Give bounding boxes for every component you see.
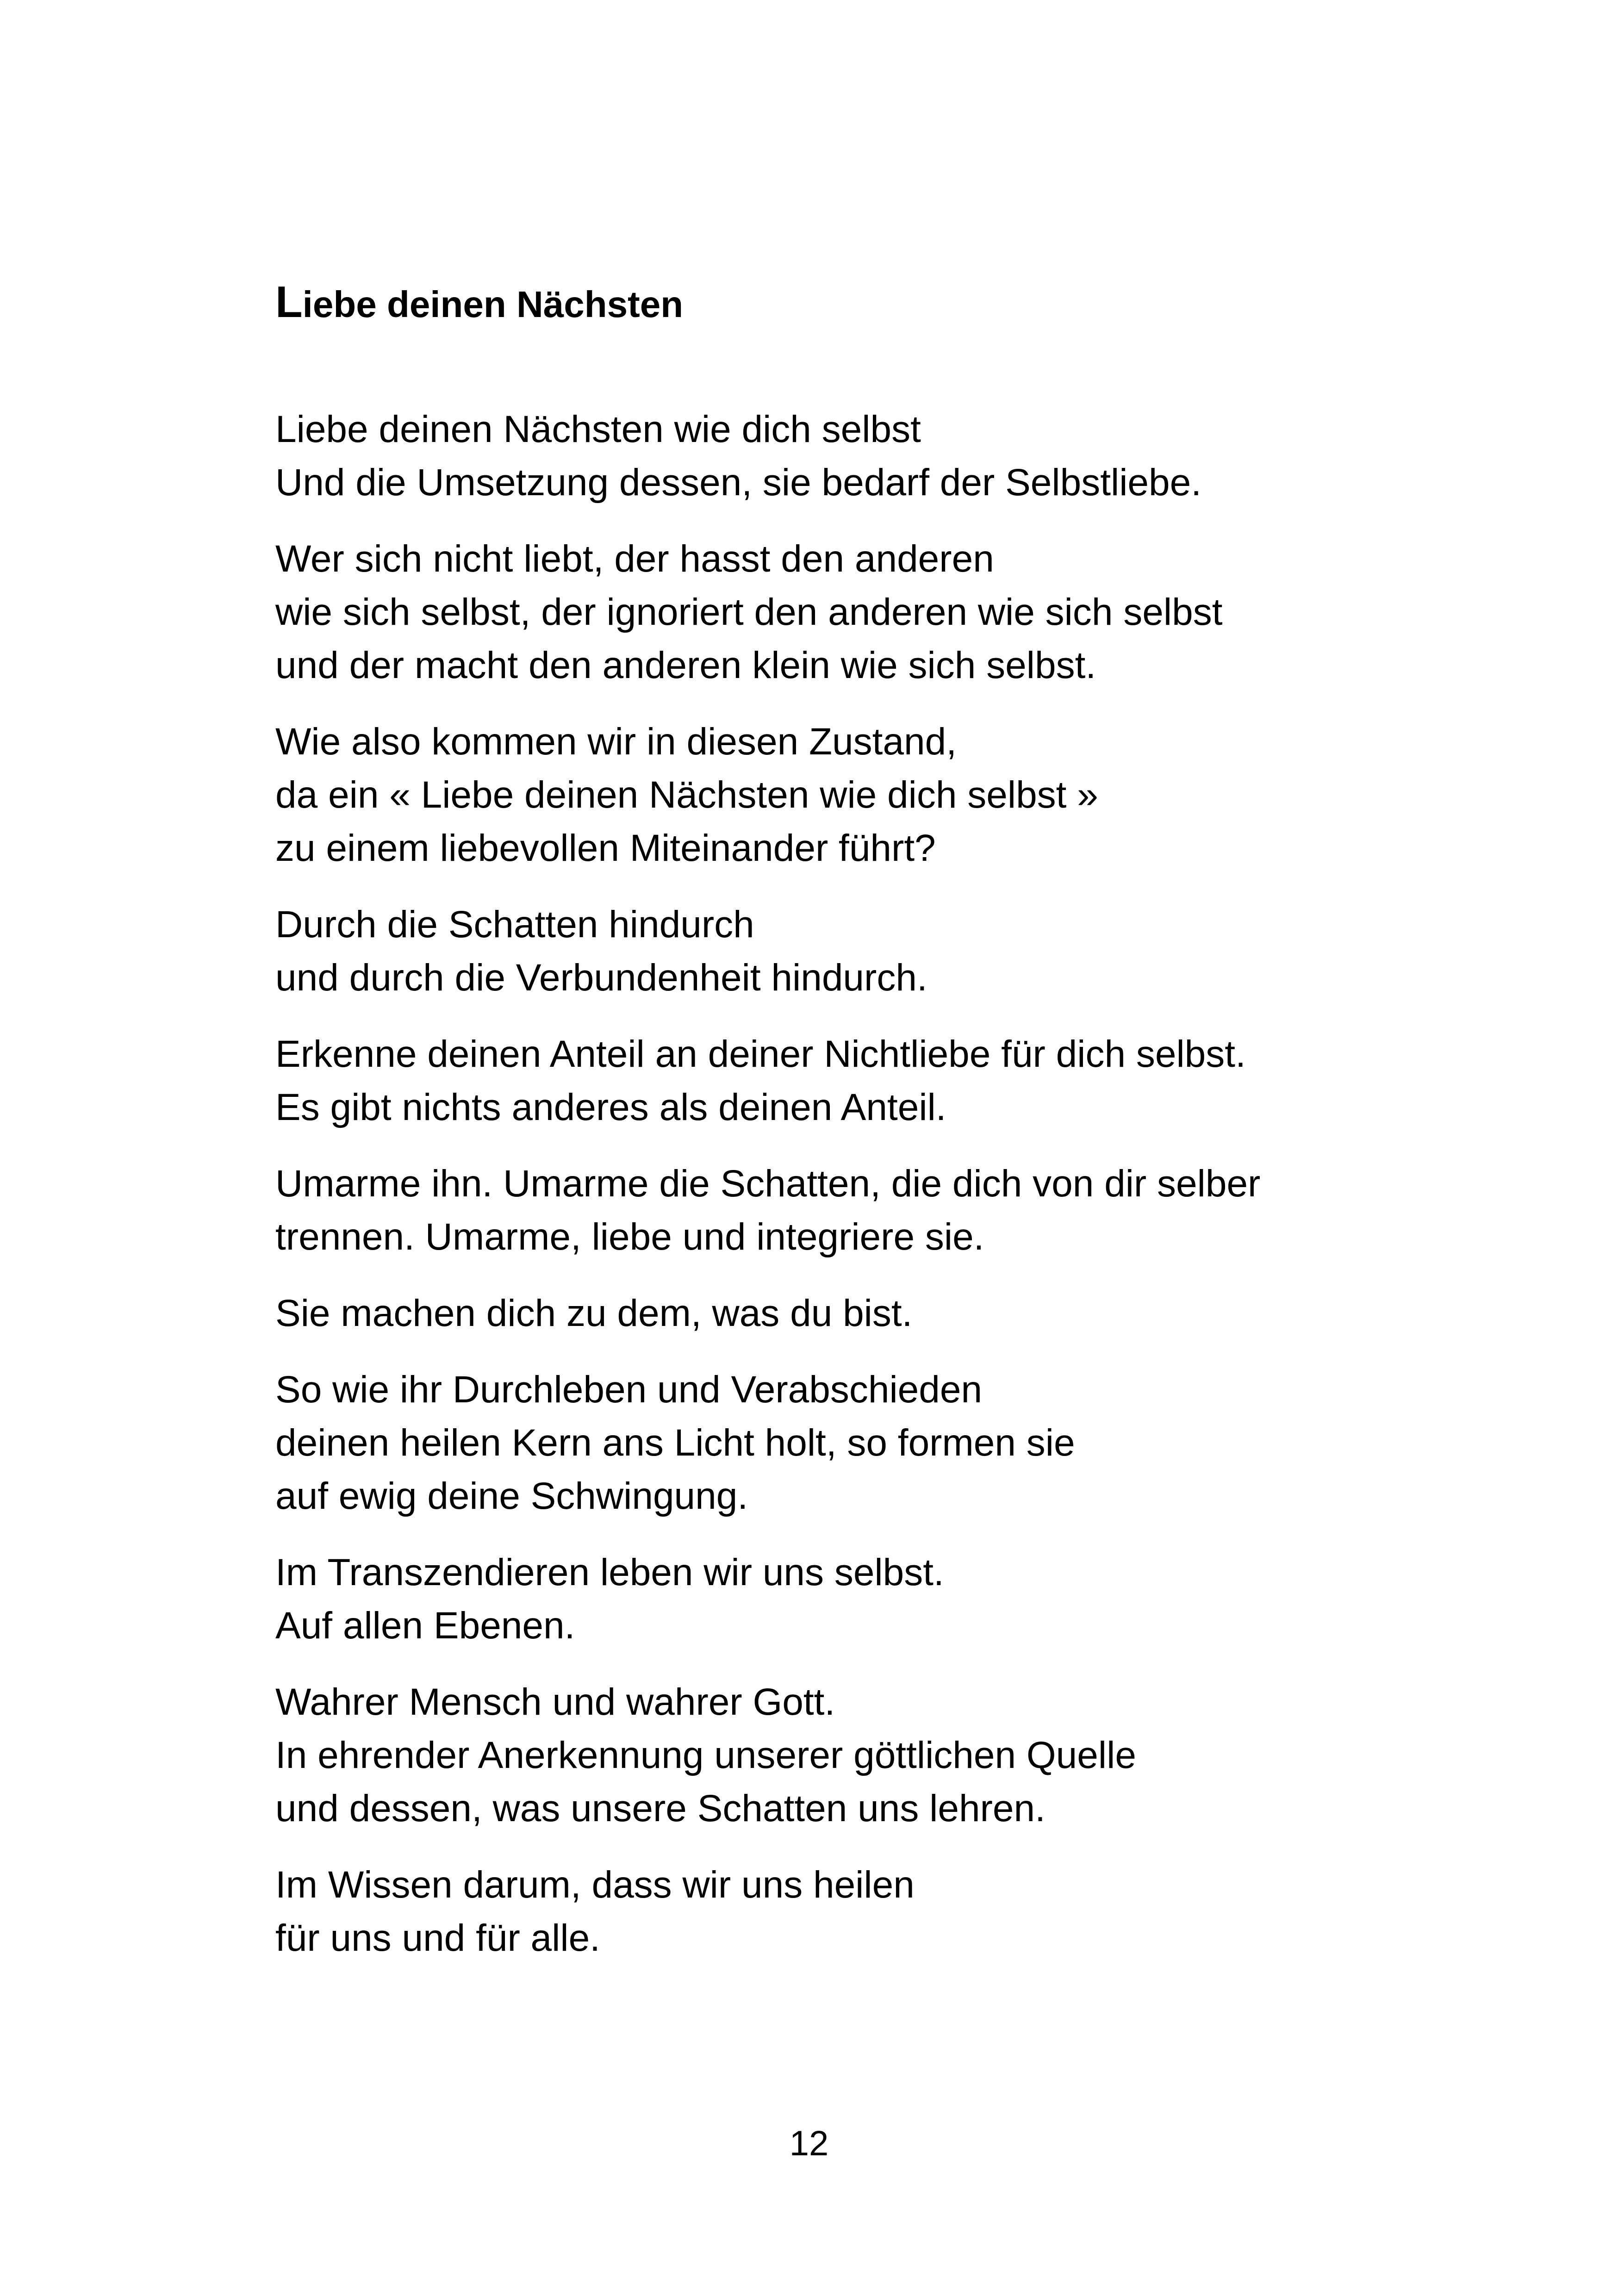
poem-line: für uns und für alle.	[275, 1917, 600, 1959]
poem-line: wie sich selbst, der ignoriert den anderen wie sich selbst	[275, 591, 1223, 633]
poem-line: Umarme ihn. Umarme die Schatten, die dich von dir selber	[275, 1163, 1261, 1205]
poem-line: und der macht den anderen klein wie sich selbst.	[275, 644, 1096, 686]
stanza	[275, 532, 1432, 692]
poem-line: und durch die Verbundenheit hindurch.	[275, 957, 927, 999]
poem-line: auf ewig deine Schwingung.	[275, 1475, 748, 1517]
poem-line: Wer sich nicht liebt, der hasst den anderen	[275, 538, 994, 580]
poem-line: Und die Umsetzung dessen, sie bedarf der Selbstliebe.	[275, 461, 1202, 504]
title-rest: iebe deinen Nächsten	[302, 284, 684, 325]
stanza	[275, 1027, 1432, 1134]
poem-line: Sie machen dich zu dem, was du bist.	[275, 1292, 913, 1334]
poem-line: Wie also kommen wir in diesen Zustand,	[275, 721, 957, 763]
poem-line: Im Wissen darum, dass wir uns heilen	[275, 1864, 915, 1906]
stanza	[275, 1675, 1432, 1835]
poem-line: zu einem liebevollen Miteinander führt?	[275, 827, 936, 869]
stanza	[275, 403, 1432, 509]
poem-line: trennen. Umarme, liebe und integriere sie.	[275, 1216, 984, 1258]
stanza	[275, 715, 1432, 875]
poem	[275, 403, 1432, 1988]
poem-line: Liebe deinen Nächsten wie dich selbst	[275, 408, 921, 450]
stanza	[275, 1546, 1432, 1652]
stanza	[275, 1157, 1432, 1263]
stanza	[275, 1363, 1432, 1523]
poem-line: Im Transzendieren leben wir uns selbst.	[275, 1551, 944, 1593]
poem-line: Wahrer Mensch und wahrer Gott.	[275, 1681, 835, 1723]
page-title	[275, 277, 683, 330]
stanza	[275, 1287, 1432, 1340]
poem-line: und dessen, was unsere Schatten uns lehren.	[275, 1787, 1045, 1829]
poem-line: So wie ihr Durchleben und Verabschieden	[275, 1369, 983, 1411]
stanza	[275, 1858, 1432, 1965]
poem-line: da ein « Liebe deinen Nächsten wie dich selbst »	[275, 774, 1098, 816]
stanza	[275, 898, 1432, 1004]
poem-line: Es gibt nichts anderes als deinen Anteil.	[275, 1086, 946, 1128]
poem-line: deinen heilen Kern ans Licht holt, so formen sie	[275, 1422, 1075, 1464]
page-number: 12	[789, 2124, 829, 2163]
poem-line: Auf allen Ebenen.	[275, 1605, 575, 1647]
poem-line: Erkenne deinen Anteil an deiner Nichtliebe für dich selbst.	[275, 1033, 1246, 1075]
poem-line: In ehrender Anerkennung unserer göttlichen Quelle	[275, 1734, 1136, 1776]
poem-line: Durch die Schatten hindurch	[275, 903, 754, 946]
title-initial: L	[275, 277, 303, 327]
